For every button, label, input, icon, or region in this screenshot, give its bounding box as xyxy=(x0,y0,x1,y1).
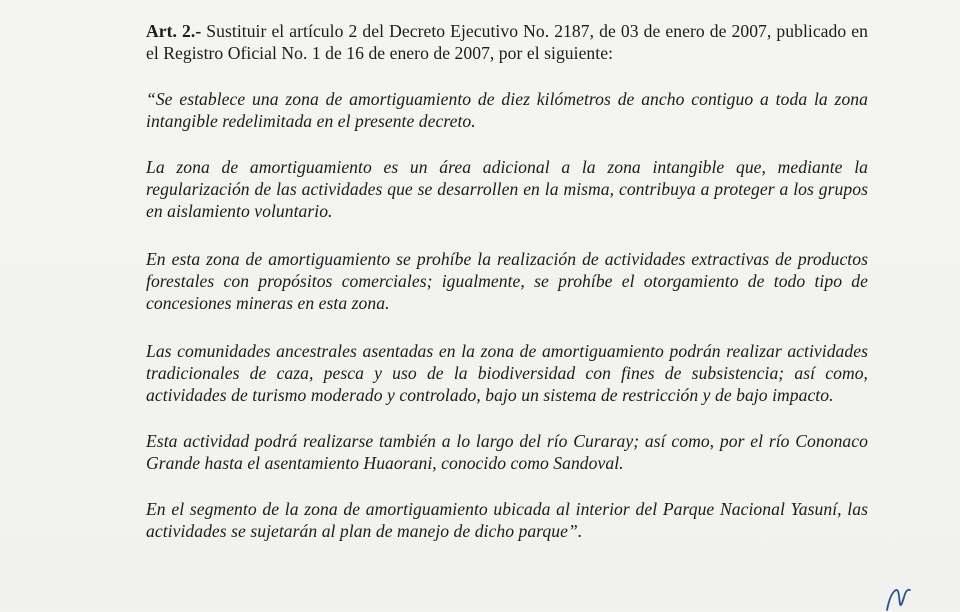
article-paragraph xyxy=(146,20,868,64)
article-intro: Sustituir el artículo 2 del Decreto Ejecutivo No. 2187, de 03 de enero de 2007, publicado en el Registro Oficial No. 1 de 16 de enero de 2007, por el siguiente: xyxy=(146,21,869,63)
quoted-paragraph-5: Esta actividad podrá realizarse también a lo largo del río Curaray; así como, por el río Cononaco Grande hasta el asentamiento Huaorani, conocido como Sandoval. xyxy=(146,431,868,473)
quoted-paragraph-4: Las comunidades ancestrales asentadas en la zona de amortiguamiento podrán realizar actividades tradicionales de caza, pesca y uso de la biodiversidad con fines de subsistencia; así como, actividades de turismo moderado y controlado, bajo un sistema de restricción y de bajo impacto. xyxy=(146,341,868,405)
quoted-paragraph-2: La zona de amortiguamiento es un área adicional a la zona intangible que, mediante la regularización de las actividades que se desarrollen en la misma, contribuya a proteger a los grupos en aislamiento voluntario. xyxy=(146,157,868,221)
quoted-paragraph-1: “Se establece una zona de amortiguamiento de diez kilómetros de ancho contiguo a toda la zona intangible redelimitada en el presente decreto. xyxy=(146,89,868,131)
quoted-paragraph-3: En esta zona de amortiguamiento se prohíbe la realización de actividades extractivas de productos forestales con propósitos comerciales; igualmente, se prohíbe el otorgamiento de todo tipo de concesiones mineras en esta zona. xyxy=(146,249,868,313)
document-body xyxy=(146,20,868,542)
signature-mark xyxy=(884,586,914,612)
quoted-paragraph-6: En el segmento de la zona de amortiguamiento ubicada al interior del Parque Nacional Yasuní, las actividades se sujetarán al plan de manejo de dicho parque”. xyxy=(146,499,868,541)
article-heading: Art. 2.- xyxy=(146,21,202,41)
